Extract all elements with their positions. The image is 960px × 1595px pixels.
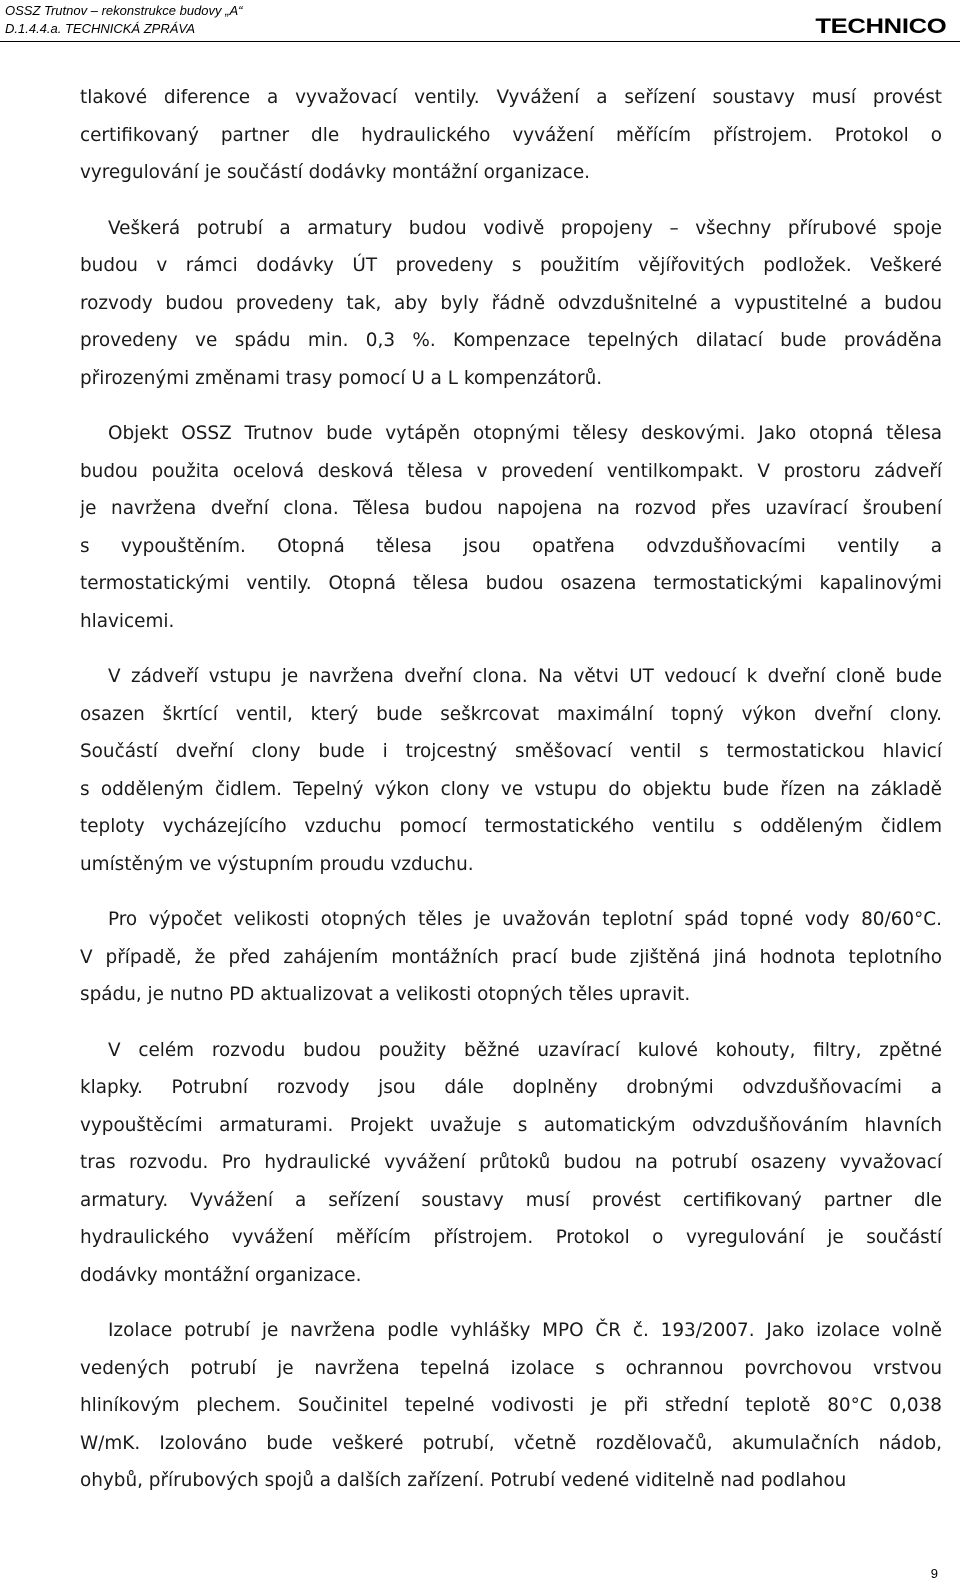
- page-header: [0, 0, 960, 44]
- text-line: Pro výpočet velikosti otopných těles je uvažován teplotní spád topné vody 80/60°C.: [108, 909, 942, 930]
- text-line: rozvody budou provedeny tak, aby byly řádně odvzdušnitelné a vypustitelné a budou: [80, 292, 942, 314]
- text-line: Izolace potrubí je navržena podle vyhlášky MPO ČR č. 193/2007. Jako izolace volně: [108, 1320, 942, 1341]
- paragraph: [80, 1312, 942, 1500]
- paragraph-gap: [80, 1014, 942, 1032]
- header-divider: [0, 41, 960, 42]
- text-line: klapky. Potrubní rozvody jsou dále doplněny drobnými odvzdušňovacími a: [80, 1077, 942, 1098]
- text-line: budou v rámci dodávky ÚT provedeny s použitím vějířovitých podložek. Veškeré: [80, 255, 942, 276]
- text-line: s odděleným čidlem. Tepelný výkon clony ve vstupu do objektu bude řízen na základě: [80, 778, 942, 800]
- text-line: certifikovaný partner dle hydraulického vyvážení měřícím přístrojem. Protokol o: [80, 124, 942, 146]
- text-line: hydraulického vyvážení měřícím přístrojem. Protokol o vyregulování je součástí: [80, 1227, 942, 1248]
- text-line: hliníkovým plechem. Součinitel tepelné vodivosti je při střední teplotě 80°C 0,038: [80, 1395, 942, 1416]
- paragraph-gap: [80, 883, 942, 901]
- paragraph: [80, 210, 942, 398]
- text-line: V celém rozvodu budou použity běžné uzavírací kulové kohouty, filtry, zpětné: [108, 1039, 942, 1061]
- text-line: Součástí dveřní clony bude i trojcestný směšovací ventil s termostatickou hlavicí: [80, 741, 942, 762]
- paragraph: [80, 658, 942, 883]
- text-line: Veškerá potrubí a armatury budou vodivě propojeny – všechny přírubové spoje: [108, 217, 942, 239]
- text-line: provedeny ve spádu min. 0,3 %. Kompenzace tepelných dilatací bude prováděna: [80, 330, 942, 351]
- text-line: ohybů, přírubových spojů a dalších zařízení. Potrubí vedené viditelně nad podlahou: [80, 1470, 847, 1491]
- text-line: osazen škrtící ventil, který bude seškrcovat maximální topný výkon dveřní clony.: [80, 703, 942, 725]
- paragraph: [80, 1032, 942, 1295]
- paragraph-gap: [80, 640, 942, 658]
- header-project-title: OSSZ Trutnov – rekonstrukce budovy „A“: [5, 3, 243, 18]
- text-line: teploty vycházejícího vzduchu pomocí termostatického ventilu s odděleným čidlem: [80, 816, 942, 837]
- text-line: dodávky montážní organizace.: [80, 1264, 362, 1286]
- text-line: hlavicemi.: [80, 610, 175, 632]
- text-line: je navržena dveřní clona. Tělesa budou napojena na rozvod přes uzavírací šroubení: [80, 498, 942, 519]
- document-body: [80, 79, 942, 1500]
- text-line: vedených potrubí je navržena tepelná izolace s ochrannou povrchovou vrstvou: [80, 1357, 942, 1379]
- text-line: umístěným ve výstupním proudu vzduchu.: [80, 853, 474, 875]
- paragraph-gap: [80, 1294, 942, 1312]
- text-line: vypouštěcími armaturami. Projekt uvažuje s automatickým odvzdušňováním hlavních: [80, 1114, 942, 1136]
- paragraph: [80, 415, 942, 640]
- text-line: spádu, je nutno PD aktualizovat a velikosti otopných těles upravit.: [80, 984, 691, 1005]
- text-line: tlakové diference a vyvažovací ventily. Vyvážení a seřízení soustavy musí provést: [80, 87, 942, 108]
- text-line: W/mK. Izolováno bude veškeré potrubí, včetně rozdělovačů, akumulačních nádob,: [80, 1432, 942, 1454]
- paragraph-gap: [80, 397, 942, 415]
- text-line: přirozenými změnami trasy pomocí U a L kompenzátorů.: [80, 367, 603, 389]
- text-line: termostatickými ventily. Otopná tělesa budou osazena termostatickými kapalinovými: [80, 573, 942, 594]
- text-line: s vypouštěním. Otopná tělesa jsou opatřena odvzdušňovacími ventily a: [80, 535, 942, 557]
- page-number: 9: [930, 1566, 938, 1581]
- text-line: tras rozvodu. Pro hydraulické vyvážení průtoků budou na potrubí osazeny vyvažovací: [80, 1152, 942, 1173]
- paragraph-gap: [80, 192, 942, 210]
- company-logo: TECHNICO: [815, 15, 946, 38]
- text-line: armatury. Vyvážení a seřízení soustavy musí provést certifikovaný partner dle: [80, 1189, 942, 1211]
- paragraph: [80, 901, 942, 1014]
- paragraph: [80, 79, 942, 192]
- text-line: V zádveří vstupu je navržena dveřní clona. Na větvi UT vedoucí k dveřní cloně bude: [108, 666, 942, 687]
- text-line: Objekt OSSZ Trutnov bude vytápěn otopnými tělesy deskovými. Jako otopná tělesa: [108, 423, 942, 444]
- header-document-title: D.1.4.4.a. TECHNICKÁ ZPRÁVA: [5, 21, 196, 36]
- text-line: budou použita ocelová desková tělesa v provedení ventilkompakt. V prostoru zádveří: [80, 460, 942, 482]
- text-line: V případě, že před zahájením montážních prací bude zjištěná jiná hodnota teplotního: [80, 946, 942, 968]
- text-line: vyregulování je součástí dodávky montážní organizace.: [80, 162, 591, 183]
